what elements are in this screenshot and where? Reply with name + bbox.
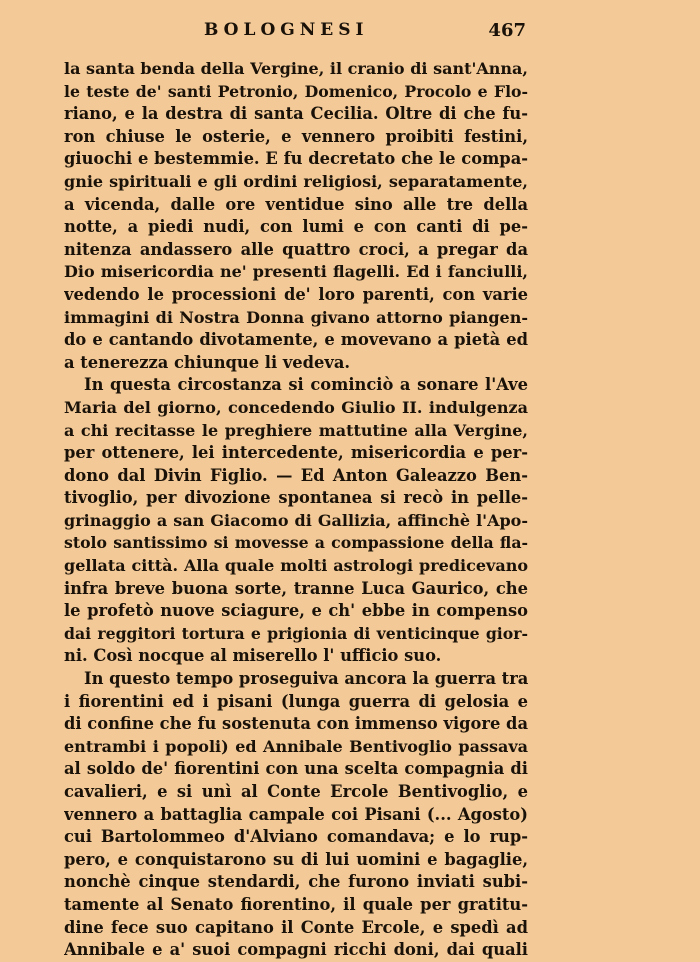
text-line: a vicenda, dalle ore ventidue sino alle tre della <box>64 194 528 214</box>
text-line: le profetò nuove sciagure, e ch' ebbe in compenso <box>64 601 528 621</box>
text-line: i fiorentini ed i pisani (lunga guerra di gelosia e <box>64 691 528 711</box>
text-line: la santa benda della Vergine, il cranio di sant'Anna, <box>64 59 528 78</box>
body-text <box>64 58 528 962</box>
text-line: vedendo le processioni de' loro parenti, con varie <box>64 284 528 304</box>
text-line: dine fece suo capitano il Conte Ercole, e spedì ad <box>64 917 528 937</box>
text-line: notte, a piedi nudi, con lumi e con canti di pe- <box>64 217 528 237</box>
text-line: stolo santissimo si movesse a compassione della fla- <box>64 533 528 553</box>
text-line: cui Bartolommeo d'Alviano comandava; e lo rup- <box>64 827 528 847</box>
text-line: al soldo de' fiorentini con una scelta compagnia di <box>64 759 528 779</box>
running-title: BOLOGNESI <box>204 20 369 40</box>
text-line: nitenza andassero alle quattro croci, a pregar da <box>64 239 528 259</box>
text-line: riano, e la destra di santa Cecilia. Oltre di che fu- <box>64 104 528 124</box>
text-line: entrambi i popoli) ed Annibale Bentivoglio passava <box>64 736 528 756</box>
text-line: dono dal Divin Figlio. — Ed Anton Galeazzo Ben- <box>64 465 528 485</box>
text-line: Dio misericordia ne' presenti flagelli. Ed i fanciulli, <box>64 262 528 282</box>
text-line: pero, e conquistarono su di lui uomini e bagaglie, <box>64 849 528 869</box>
text-line: gnie spirituali e gli ordini religiosi, separatamente, <box>64 171 528 191</box>
text-line: infra breve buona sorte, tranne Luca Gaurico, che <box>64 578 528 598</box>
page-number: 467 <box>488 20 526 41</box>
text-line: le teste de' santi Petronio, Domenico, Procolo e Flo- <box>64 81 528 101</box>
text-line: tivoglio, per divozione spontanea si recò in pelle- <box>64 488 528 508</box>
running-head <box>64 20 526 44</box>
text-line: a tenerezza chiunque li vedeva. <box>64 352 351 372</box>
text-line: grinaggio a san Giacomo di Gallizia, affinchè l'Apo- <box>64 510 528 530</box>
text-line: nonchè cinque stendardi, che furono inviati subi- <box>64 872 528 892</box>
text-line: dai reggitori tortura e prigionia di venticinque gior- <box>64 623 528 643</box>
text-line: ni. Così nocque al miserello l' ufficio suo. <box>64 646 442 666</box>
text-line: gellata città. Alla quale molti astrologi predicevano <box>64 556 528 576</box>
text-line: In questo tempo proseguiva ancora la guerra tra <box>84 669 528 689</box>
text-line: Maria del giorno, concedendo Giulio II. indulgenza <box>64 397 528 417</box>
text-line: In questa circostanza si cominciò a sonare l'Ave <box>84 375 528 395</box>
text-line: a chi recitasse le preghiere mattutine alla Vergine, <box>64 420 528 440</box>
text-line: ron chiuse le osterie, e vennero proibiti festini, <box>64 126 528 146</box>
text-line: Annibale e a' suoi compagni ricchi doni, dai quali <box>64 940 528 960</box>
text-line: cavalieri, e si unì al Conte Ercole Bentivoglio, e <box>64 782 528 801</box>
text-line: immagini di Nostra Donna givano attorno piangen- <box>64 307 528 327</box>
text-line: per ottenere, lei intercedente, misericordia e per- <box>64 443 528 463</box>
text-line: do e cantando divotamente, e movevano a pietà ed <box>64 330 528 350</box>
text-line: tamente al Senato fiorentino, il quale per gratitu- <box>64 894 528 914</box>
text-line: vennero a battaglia campale coi Pisani (... Agosto) <box>64 804 528 824</box>
text-line: di confine che fu sostenuta con immenso vigore da <box>64 714 528 734</box>
text-line: giuochi e bestemmie. E fu decretato che le compa- <box>64 149 528 169</box>
